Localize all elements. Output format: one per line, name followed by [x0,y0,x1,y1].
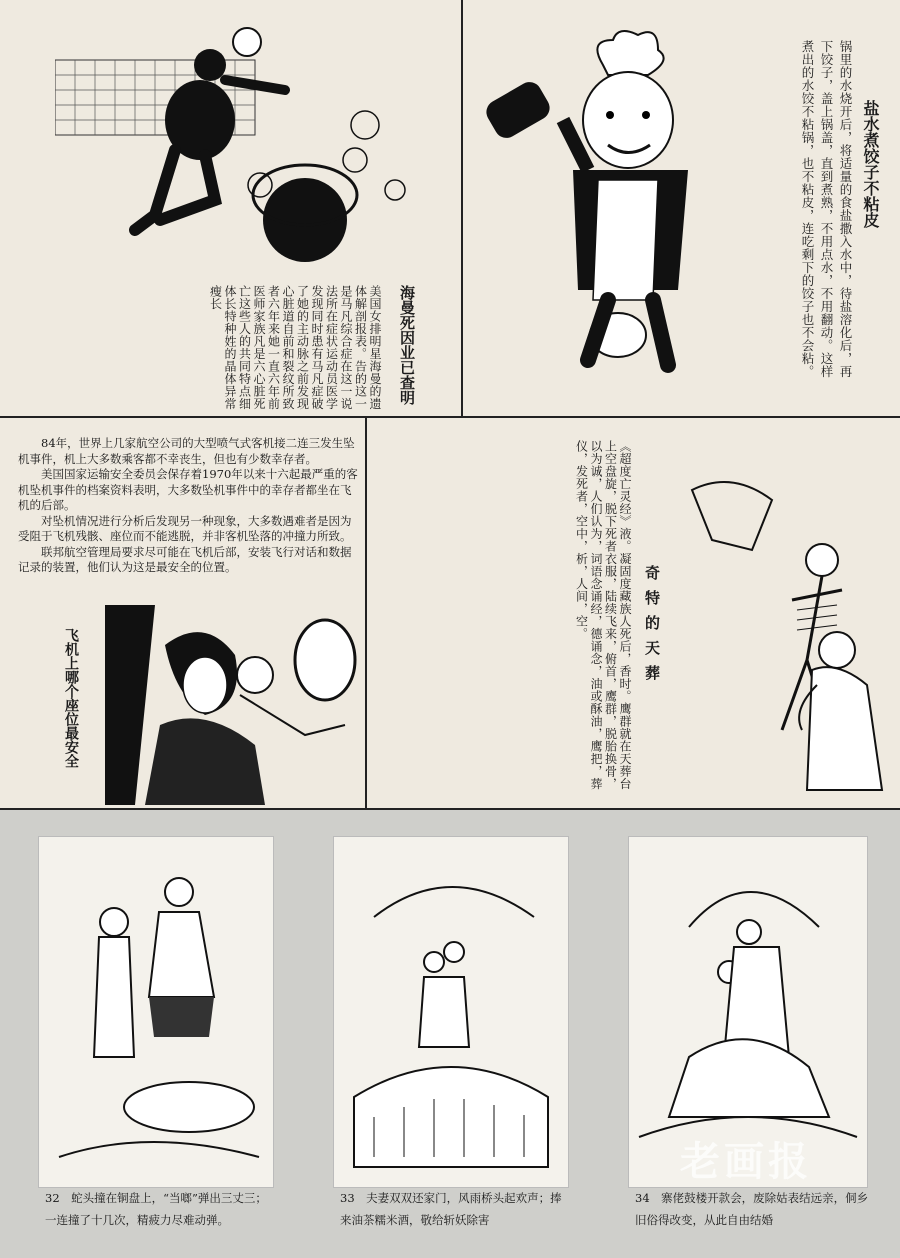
divider-horizontal-top [0,416,900,418]
article-dumplings-body: 锅里的水烧开后，将适量的食盐撒入水中，待盐溶化后，再下饺子，盖上锅盖，直到煮熟，不用点水，不用翻动。这样煮出的水饺不粘锅，也不粘皮，连吃剩下的饺子也不会粘。 [800,40,853,378]
article-dumplings-title: 盐水煮饺子不粘皮 [861,100,880,228]
comic-caption-34: 34 寨佬鼓楼开款会，废除姑表结远亲，侗乡旧俗得改变，从此自由结婚 [635,1191,869,1227]
article-airplane-body: 84年，世界上几家航空公司的大型喷气式客机接二连三发生坠机事件，机上大多数乘客都不幸丧生，但也有少数幸存者。 美国国家运输安全委员会保存着1970年以来十六起最严重的客机坠机事件的档案资料表明，大多数坠机事件中的幸存者都坐在飞机的后部。 对坠机情况进行分析后发现另一种现象，大多数遇难者是因为受阻于飞机残骸、座位而不能逃脱，并非客机坠落的冲撞力所致。 联邦航空管理局要求尽可能在飞机后部，安装飞行对话和数据记录的装置，他们认为这是最安全的位置。 [18,436,358,574]
comic-panel-32 [38,836,274,1188]
article-hyman-title: 海曼死因业已查明 [398,285,416,405]
chef-illustration [478,20,708,390]
article-sky-burial-title: 奇特的天葬 [643,565,661,690]
divider-vertical-top [461,0,463,418]
comic-strip [0,810,900,1258]
volleyball-illustration [55,20,415,270]
sky-burial-illustration [672,470,897,800]
comic-caption-33: 33 夫妻双双还家门，风雨桥头起欢声；捧来油茶糯米酒，敬给斩妖除害 [340,1191,562,1227]
comic-caption-32: 32 蛇头撞在铜盘上，“当啷”弹出三丈三；一连撞了十几次，精疲力尽难动弹。 [45,1191,267,1227]
article-airplane-title: 飞机上哪个座位最安全 [63,628,79,768]
article-hyman-body: 美国女排明星海曼的遗体解剖报表。告的这一是马凡综合症在这一说法所在症状运动员医学发现同时患有马凡症破了她的主动脉之前发现心脏道自前和裂纹所致者六年来她一直六年前医师家族凡是六心脏死亡这些人的共同特点细体长特种姓的晶体异常瘦长 [208,285,382,410]
divider-vertical-mid [365,418,367,808]
airplane-passengers-illustration [105,605,360,805]
comic-panel-33-art [334,837,568,1187]
comic-panel-32-art [39,837,273,1187]
comic-panel-33 [333,836,569,1188]
watermark: 老画报 [680,1139,812,1185]
article-sky-burial-body: 《超度亡灵经》液。凝固度藏族人死后，香时。鹰群就在天葬台上空盘旋，脱下死者衣服，陆续飞来，俯首，鹰群，脱胎换骨，以为诚，人们认为，词语念诵经，德诵念，油或酥油，鹰把，葬仪，发死者，空中，析，人间，空。 [574,440,632,790]
